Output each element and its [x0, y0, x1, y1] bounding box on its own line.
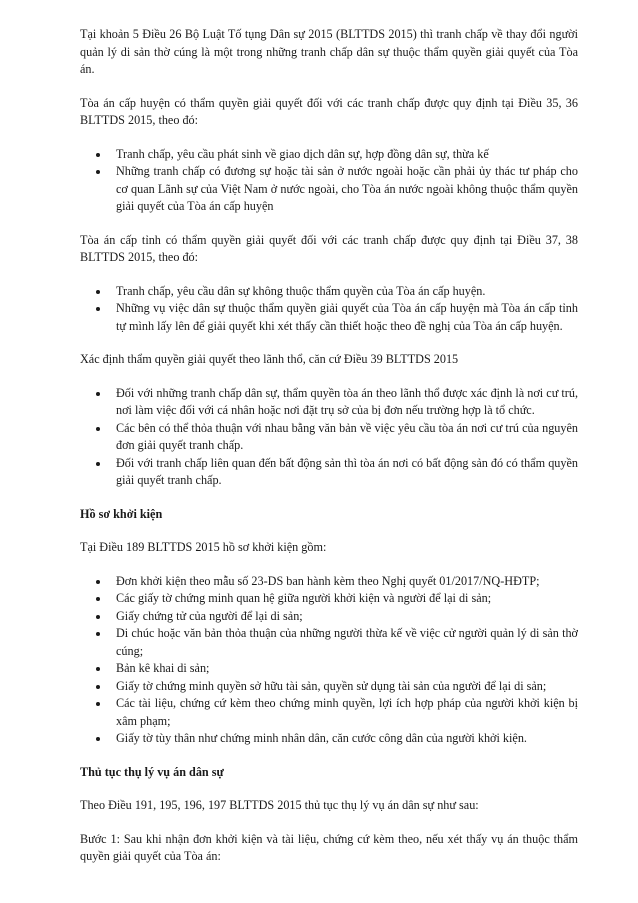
- list-item: Những tranh chấp có đương sự hoặc tài sản ở nước ngoài hoặc cần phải ủy thác tư pháp cho cơ quan Lãnh sự của Việt Nam ở nước ngoài, cho Tòa án nước ngoài không thuộc thẩm quyền giải quyết của Tòa án cấp huyện: [116, 163, 578, 216]
- dossier-heading: Hồ sơ khởi kiện: [80, 506, 163, 521]
- list-item: Các bên có thể thỏa thuận với nhau bằng văn bản về việc yêu cầu tòa án nơi cư trú của nguyên đơn giải quyết tranh chấp.: [116, 420, 578, 455]
- list-item: Đối với những tranh chấp dân sự, thẩm quyền tòa án theo lãnh thổ được xác định là nơi cư trú, nơi làm việc đối với cá nhân hoặc nơi đặt trụ sở của bị đơn nếu trường hợp là tổ chức.: [116, 385, 578, 420]
- list-item: Tranh chấp, yêu cầu phát sinh về giao dịch dân sự, hợp đồng dân sự, thừa kế: [116, 146, 578, 164]
- list-item: Tranh chấp, yêu cầu dân sự không thuộc thẩm quyền của Tòa án cấp huyện.: [116, 283, 578, 301]
- list-item: Đối với tranh chấp liên quan đến bất động sản thì tòa án nơi có bất động sản đó có thẩm quyền giải quyết tranh chấp.: [116, 455, 578, 490]
- district-court-list: [80, 146, 578, 216]
- provincial-court-list: [80, 283, 578, 336]
- district-court-intro: Tòa án cấp huyện có thẩm quyền giải quyết đối với các tranh chấp được quy định tại Điều 35, 36 BLTTDS 2015, theo đó:: [80, 95, 578, 127]
- list-item: Giấy tờ tùy thân như chứng minh nhân dân, căn cước công dân của người khởi kiện.: [116, 730, 578, 748]
- territorial-list: [80, 385, 578, 490]
- procedure-heading: Thủ tục thụ lý vụ án dân sự: [80, 764, 224, 779]
- procedure-intro: Theo Điều 191, 195, 196, 197 BLTTDS 2015 thủ tục thụ lý vụ án dân sự như sau:: [80, 798, 479, 812]
- list-item: Giấy chứng tử của người để lại di sản;: [116, 608, 578, 626]
- list-item: Những vụ việc dân sự thuộc thẩm quyền giải quyết của Tòa án cấp huyện mà Tòa án cấp tỉnh tự mình lấy lên để giải quyết khi xét thấy cần thiết hoặc theo đề nghị của Tòa án cấp huyện.: [116, 300, 578, 335]
- list-item: Giấy tờ chứng minh quyền sở hữu tài sản, quyền sử dụng tài sản của người để lại di sản;: [116, 678, 578, 696]
- list-item: Bản kê khai di sản;: [116, 660, 578, 678]
- list-item: Di chúc hoặc văn bản thỏa thuận của những người thừa kế về việc cử người quản lý di sản thờ cúng;: [116, 625, 578, 660]
- provincial-court-intro: Tòa án cấp tỉnh có thẩm quyền giải quyết đối với các tranh chấp được quy định tại Điều 37, 38 BLTTDS 2015, theo đó:: [80, 232, 578, 264]
- list-item: Đơn khởi kiện theo mẫu số 23-DS ban hành kèm theo Nghị quyết 01/2017/NQ-HĐTP;: [116, 573, 578, 591]
- dossier-list: [80, 573, 578, 748]
- procedure-step-1: Bước 1: Sau khi nhận đơn khởi kiện và tài liệu, chứng cứ kèm theo, nếu xét thấy vụ án thuộc thẩm quyền giải quyết của Tòa án:: [80, 831, 578, 863]
- list-item: Các giấy tờ chứng minh quan hệ giữa người khởi kiện và người để lại di sản;: [116, 590, 578, 608]
- intro-paragraph: Tại khoản 5 Điều 26 Bộ Luật Tố tụng Dân sự 2015 (BLTTDS 2015) thì tranh chấp về thay đổi người quản lý di sản thờ cúng là một trong những tranh chấp dân sự thuộc thẩm quyền giải quyết của Tòa án.: [80, 27, 578, 76]
- territorial-intro: Xác định thẩm quyền giải quyết theo lãnh thổ, căn cứ Điều 39 BLTTDS 2015: [80, 352, 459, 366]
- list-item: Các tài liệu, chứng cứ kèm theo chứng minh quyền, lợi ích hợp pháp của người khởi kiện bị xâm phạm;: [116, 695, 578, 730]
- dossier-intro: Tại Điều 189 BLTTDS 2015 hồ sơ khởi kiện gồm:: [80, 540, 327, 554]
